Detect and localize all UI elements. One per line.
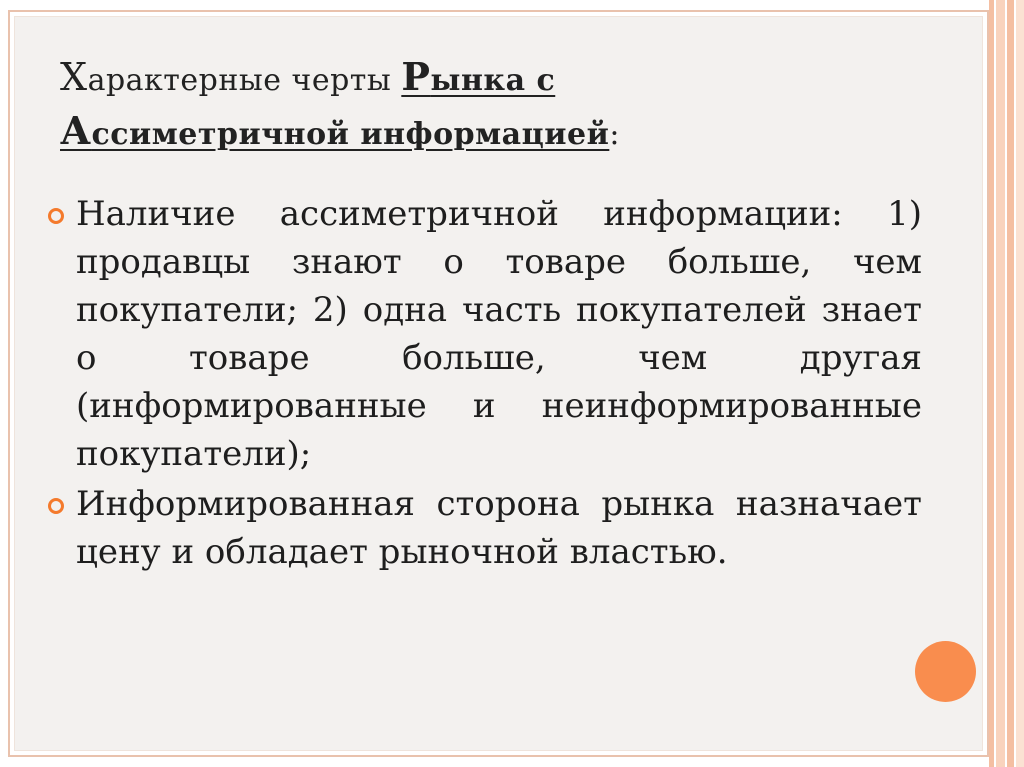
bullet-circle-icon bbox=[48, 208, 64, 224]
slide-title bbox=[60, 52, 940, 160]
list-item bbox=[76, 190, 922, 478]
decorative-stripe bbox=[1007, 0, 1014, 767]
decorative-stripe bbox=[1016, 0, 1024, 767]
bullet-text: Наличие ассиметричной информации: 1) продавцы знают о товаре больше, чем покупатели; 2) одна часть покупателей знает о товаре больше, чем другая (информированные и неинформированные покупатели); bbox=[76, 194, 922, 474]
decorative-stripe bbox=[989, 0, 994, 767]
decorative-stripe bbox=[996, 0, 1005, 767]
title-emphasis: Рынка с Ассиметричной информацией bbox=[60, 54, 610, 153]
title-colon: : bbox=[609, 117, 620, 152]
bullet-circle-icon bbox=[48, 498, 64, 514]
bullet-text: Информированная сторона рынка назначает цену и обладает рыночной властью. bbox=[76, 484, 922, 572]
title-text: арактерные черты bbox=[87, 63, 402, 98]
title-first-letter: Х bbox=[60, 55, 88, 99]
bullet-list bbox=[76, 190, 922, 578]
list-item bbox=[76, 480, 922, 576]
decorative-circle-icon bbox=[915, 641, 976, 702]
